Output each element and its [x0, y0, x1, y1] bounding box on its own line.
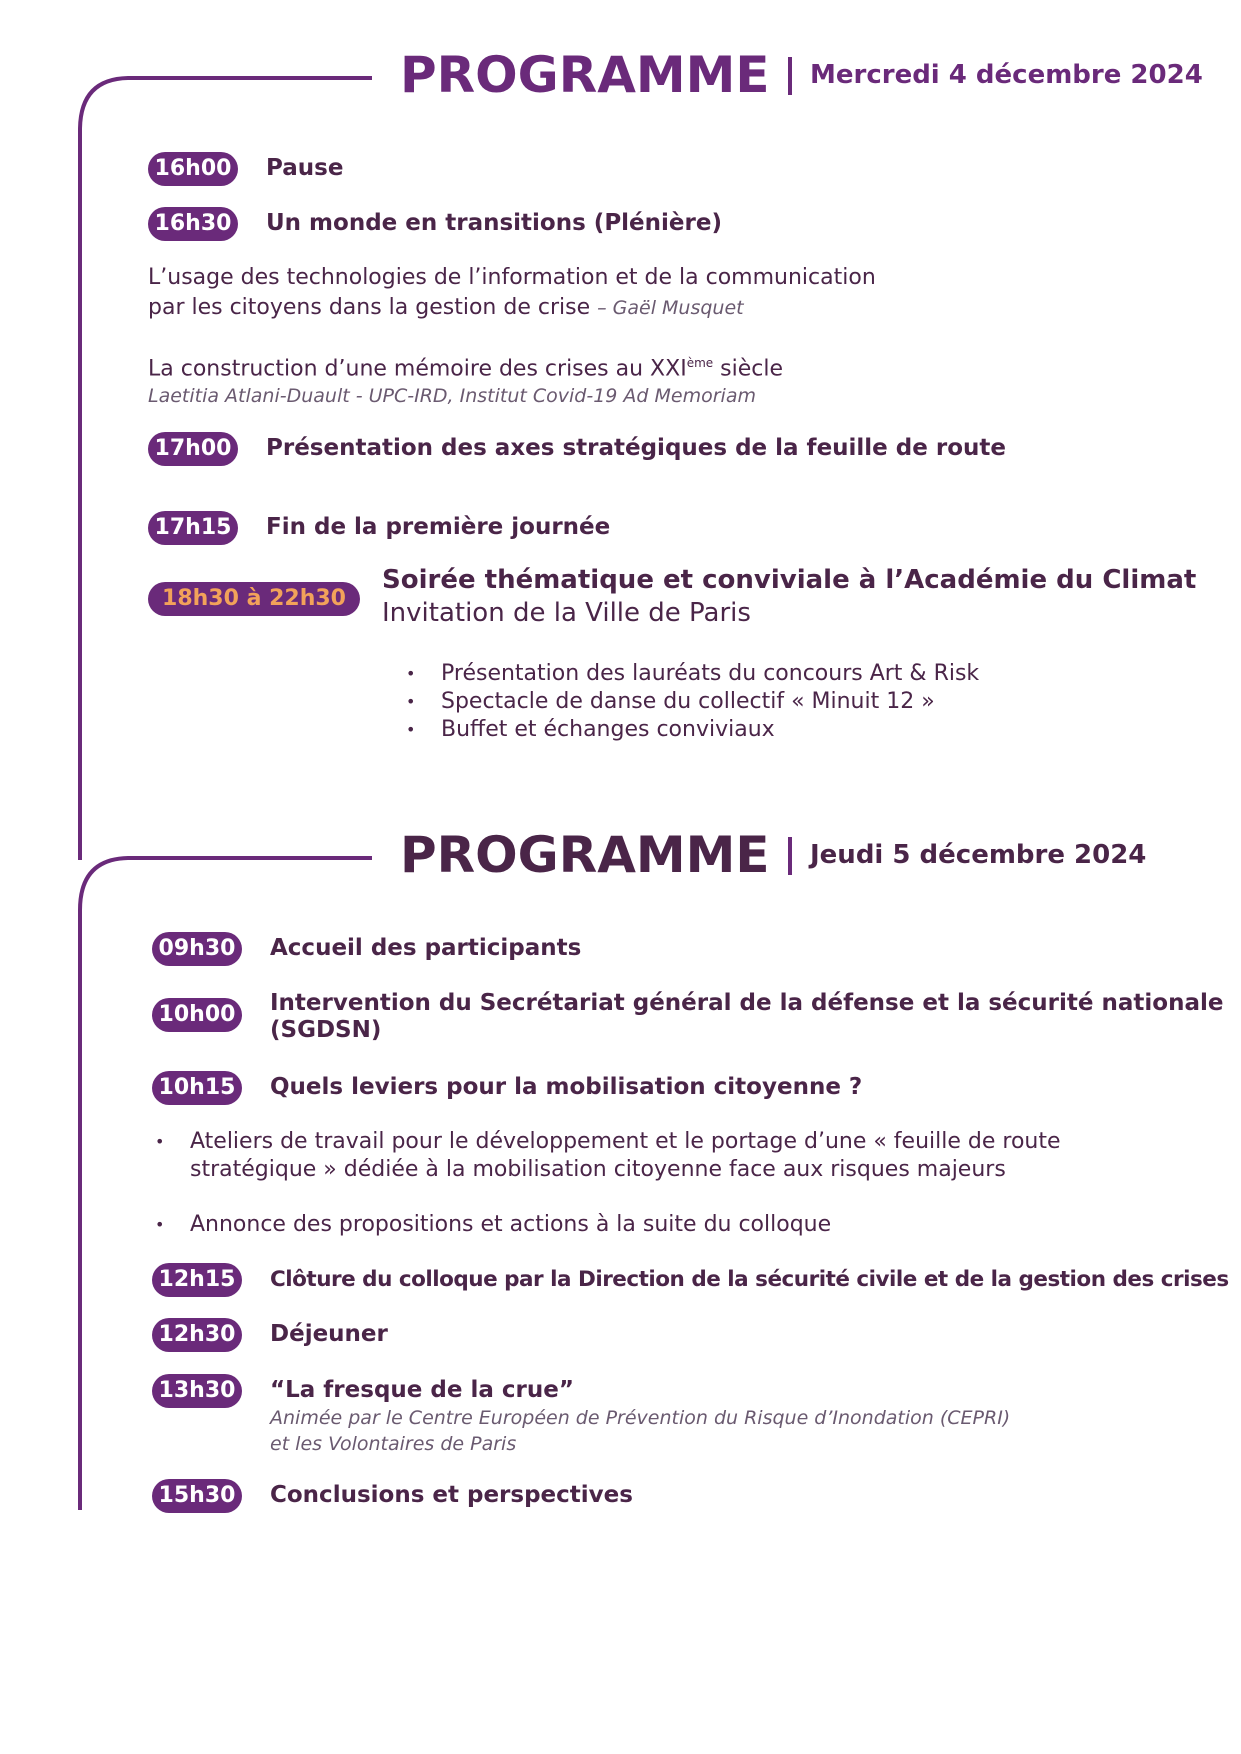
- item-subtitle: Animée par le Centre Européen de Prévention du Risque d’Inondation (CEPRI): [270, 1407, 1011, 1429]
- time-badge: 10h15: [152, 1071, 242, 1105]
- item-title: Un monde en transitions (Plénière): [266, 210, 722, 236]
- item-title-continued: (SGDSN): [270, 1017, 382, 1043]
- item-title: Conclusions et perspectives: [270, 1482, 633, 1508]
- date-day1: Mercredi 4 décembre 2024: [810, 60, 1203, 90]
- time-badge: 16h30: [148, 207, 238, 241]
- talk-2-title-end: siècle: [713, 356, 784, 382]
- talk-2-title: La construction d’une mémoire des crises au XXI: [148, 356, 687, 382]
- bullet-icon: •: [155, 1132, 165, 1151]
- item-title: Fin de la première journée: [266, 514, 611, 540]
- list-item: • Présentation des lauréats du concours Art & Risk: [406, 661, 980, 686]
- list-item: • Buffet et échanges conviviaux: [406, 717, 775, 742]
- time-badge: 13h30: [152, 1374, 242, 1408]
- programme-title-day1: PROGRAMME: [400, 46, 770, 104]
- programme-title-day2: PROGRAMME: [400, 826, 770, 884]
- item-title: “La fresque de la crue”: [270, 1377, 574, 1403]
- time-badge: 12h30: [152, 1318, 242, 1352]
- list-item: • Annonce des propositions et actions à la suite du colloque: [155, 1212, 832, 1237]
- item-title: Intervention du Secrétariat général de la défense et la sécurité nationale: [270, 990, 1224, 1016]
- time-badge: 17h00: [148, 432, 238, 466]
- time-badge-evening: 18h30 à 22h30: [148, 582, 360, 616]
- time-badge: 12h15: [152, 1263, 242, 1297]
- time-badge: 09h30: [152, 932, 242, 966]
- title-separator: [788, 837, 792, 875]
- item-title: Pause: [266, 155, 344, 181]
- item-subtitle-continued: et les Volontaires de Paris: [270, 1433, 517, 1455]
- title-separator: [788, 57, 792, 95]
- soiree-subtitle: Invitation de la Ville de Paris: [382, 598, 751, 628]
- talk-1: [148, 263, 876, 323]
- talk-2-superscript: ème: [686, 356, 714, 370]
- talk-1-line1: L’usage des technologies de l’information et de la communication: [148, 265, 876, 290]
- item-title: Clôture du colloque par la Direction de la sécurité civile et de la gestion des crises: [270, 1267, 1229, 1292]
- list-item-continued: stratégique » dédiée à la mobilisation citoyenne face aux risques majeurs: [190, 1157, 1006, 1182]
- bullet-icon: •: [406, 664, 416, 683]
- soiree-title: Soirée thématique et conviviale à l’Académie du Climat: [382, 565, 1197, 595]
- talk-2: [148, 348, 783, 409]
- time-badge: 16h00: [148, 152, 238, 186]
- item-title: Déjeuner: [270, 1321, 388, 1347]
- talk-2-speaker: Laetitia Atlani-Duault - UPC-IRD, Institut Covid-19 Ad Memoriam: [148, 385, 756, 408]
- item-title: Accueil des participants: [270, 935, 582, 961]
- date-day2: Jeudi 5 décembre 2024: [810, 840, 1147, 870]
- talk-1-speaker: – Gaël Musquet: [597, 297, 744, 319]
- bullet-icon: •: [406, 692, 416, 711]
- timeline-line-day1: [80, 78, 372, 860]
- soiree-bullet-list: [406, 660, 980, 744]
- bullet-icon: •: [155, 1215, 165, 1234]
- list-item: • Spectacle de danse du collectif « Minuit 12 »: [406, 689, 935, 714]
- list-item: • Ateliers de travail pour le développement et le portage d’une « feuille de route: [155, 1129, 1061, 1154]
- workshop-bullet-list: [155, 1128, 1061, 1239]
- item-title: Quels leviers pour la mobilisation citoyenne ?: [270, 1074, 863, 1100]
- bullet-icon: •: [406, 720, 416, 739]
- time-badge: 15h30: [152, 1479, 242, 1513]
- time-badge: 10h00: [152, 998, 242, 1032]
- item-title: Présentation des axes stratégiques de la feuille de route: [266, 435, 1006, 461]
- talk-1-line2: par les citoyens dans la gestion de crise: [148, 295, 591, 320]
- time-badge: 17h15: [148, 511, 238, 545]
